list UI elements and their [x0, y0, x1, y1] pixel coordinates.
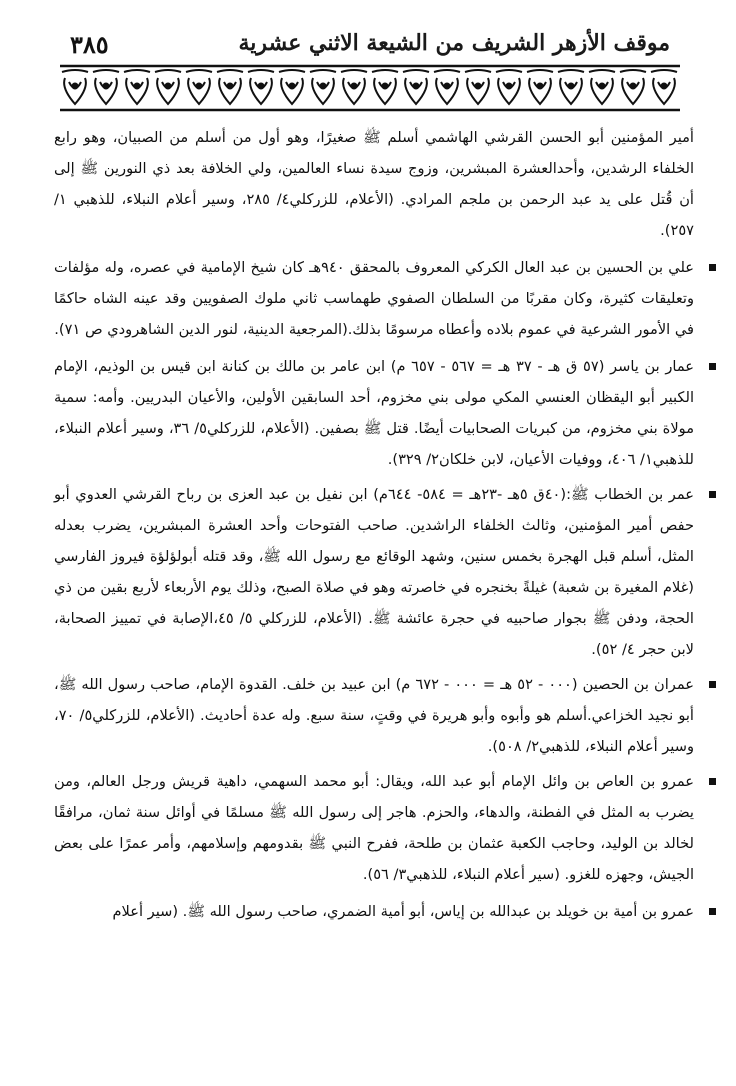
page-body — [54, 122, 694, 927]
ornament-dot — [476, 84, 481, 89]
ornament-dot — [569, 84, 574, 89]
biography-entry — [54, 351, 694, 475]
ornament-dot — [228, 84, 233, 89]
bullet-icon — [709, 363, 716, 370]
ornament-dot — [166, 84, 171, 89]
continuation-paragraph: أمير المؤمنين أبو الحسن القرشي الهاشمي أسلم ﷺ صغيرًا، وهو أول من أسلم من الصبيان، وهو رابع الخلفاء الرشدين، وأحدالعشرة المبشرين، وزوج سيدة نساء العالمين، ولي الخلافة بعد ذي النورين ﷺ إلى أن قُتل على يد عبد الرحمن بن ملجم المرادي. (الأعلام، للزركلي٤/ ٢٨٥، وسير أعلام النبلاء، للذهبي ١/ ٢٥٧). — [54, 129, 694, 239]
ornament-dot — [662, 84, 667, 89]
ornament-dot — [321, 84, 326, 89]
bullet-icon — [709, 681, 716, 688]
entry-text: عمران بن الحصين (٠٠٠ - ٥٢ هـ = ٠٠٠ - ٦٧٢ م) ابن عبيد بن خلف. القدوة الإمام، صاحب رسول الله ﷺ، أبو نجيد الخزاعي.أسلم هو وأبوه وأبو هريرة في وقتٍ، سنة سبع. وله عدة أحاديث. (الأعلام، للزركلي٥/ ٧٠، وسير أعلام النبلاء، للذهبي٢/ ٥٠٨). — [54, 676, 695, 755]
entry-text: علي بن الحسين بن عبد العال الكركي المعروف بالمحقق ٩٤٠هـ كان شيخ الإمامية في عصره، وله مؤلفات وتعليقات كثيرة، وكان مقربًا من السلطان الصفوي طهماسب ثاني ملوك الصفويين وقد عينه الشاه حاكمًا في الأمور الشرعية في عموم بلاده وأعطاه مرسومًا بذلك.(المرجعية الدينية، لنور الدين الشاهرودي ص ٧١). — [54, 259, 694, 338]
ornament-dot — [507, 84, 512, 89]
ornament-dot — [383, 84, 388, 89]
biography-entry — [54, 766, 694, 890]
ornament-dot — [73, 84, 78, 89]
page-number: ٣٨٥ — [70, 30, 109, 59]
bullet-icon — [709, 264, 716, 271]
ornament-dot — [538, 84, 543, 89]
ornamental-border — [60, 64, 680, 112]
entry-text: عمار بن ياسر (٥٧ ق هـ - ٣٧ هـ = ٥٦٧ - ٦٥٧ م) ابن عامر بن مالك بن كنانة ابن قيس بن الوذيم، الإمام الكبير أبو اليقظان العنسي المكي مولى بني مخزوم، أحد السابقين الأولين، والأعيان البدريين. وأمه: سمية مولاة بني مخزوم، من كبريات الصحابيات أيضًا. قتل ﷺ بصفين. (الأعلام، للزركلي٥/ ٣٦، وسير أعلام النبلاء، للذهبي١/ ٤٠٦، ووفيات الأعيان، لابن خلكان٢/ ٣٢٩). — [54, 358, 695, 468]
ornament-dot — [290, 84, 295, 89]
entry-text: عمرو بن أمية بن خويلد بن عبدالله بن إياس، أبو أمية الضمري، صاحب رسول الله ﷺ. (سير أعلام — [112, 903, 694, 920]
ornament-dot — [197, 84, 202, 89]
bullet-icon — [709, 491, 716, 498]
entry-text: عمر بن الخطاب ﷺ:(٤٠ق ٥هـ -٢٣هـ = ٥٨٤- ٦٤٤م) ابن نفيل بن عبد العزى بن رباح القرشي العدوي أبو حفص أمير المؤمنين، وثالث الخلفاء الراشدين. صاحب الفتوحات وأحد العشرة المبشرين، يضرب بعدله المثل، أسلم قبل الهجرة بخمس سنين، وشهد الوقائع مع رسول الله ﷺ، وقد قتله أبولؤلؤة فيروز الفارسي (غلام المغيرة بن شعبة) غيلةً بخنجره في خاصرته وهو في صلاة الصبح، وذلك يوم الأربعاء لأربع بقين من ذي الحجة، ودفن ﷺ بجوار صاحبيه في حجرة عائشة ﷺ. (الأعلام، للزركلي ٥/ ٤٥،الإصابة في تمييز الصحابة، لابن حجر ٤/ ٥٢). — [54, 486, 694, 658]
ornament-dot — [600, 84, 605, 89]
biography-entry — [54, 479, 694, 665]
bullet-icon — [709, 778, 716, 785]
ornament-dot — [352, 84, 357, 89]
biography-entry — [54, 896, 694, 927]
ornament-dot — [135, 84, 140, 89]
biography-entry — [54, 252, 694, 345]
ornament-dot — [104, 84, 109, 89]
ornament-dot — [414, 84, 419, 89]
page-header — [70, 28, 670, 68]
entry-text: عمرو بن العاص بن وائل الإمام أبو عبد الله، ويقال: أبو محمد السهمي، داهية قريش ورجل العالم، ومن يضرب به المثل في الفطنة، والدهاء، والحزم. هاجر إلى رسول الله ﷺ مسلمًا في أوائل سنة ثمان، مرافقًا لخالد بن الوليد، وحاجب الكعبة عثمان بن طلحة، ففرح النبي ﷺ بقدومهم وإسلامهم، وأمر عمرًا على بعض الجيش، وجهزه للغزو. (سير أعلام النبلاء، للذهبي٣/ ٥٦). — [54, 773, 694, 883]
running-title: موقف الأزهر الشريف من الشيعة الاثني عشرية — [238, 30, 670, 56]
bullet-icon — [709, 908, 716, 915]
ornament-dot — [445, 84, 450, 89]
ornament-dot — [259, 84, 264, 89]
biography-entry — [54, 669, 694, 762]
ornament-dot — [631, 84, 636, 89]
